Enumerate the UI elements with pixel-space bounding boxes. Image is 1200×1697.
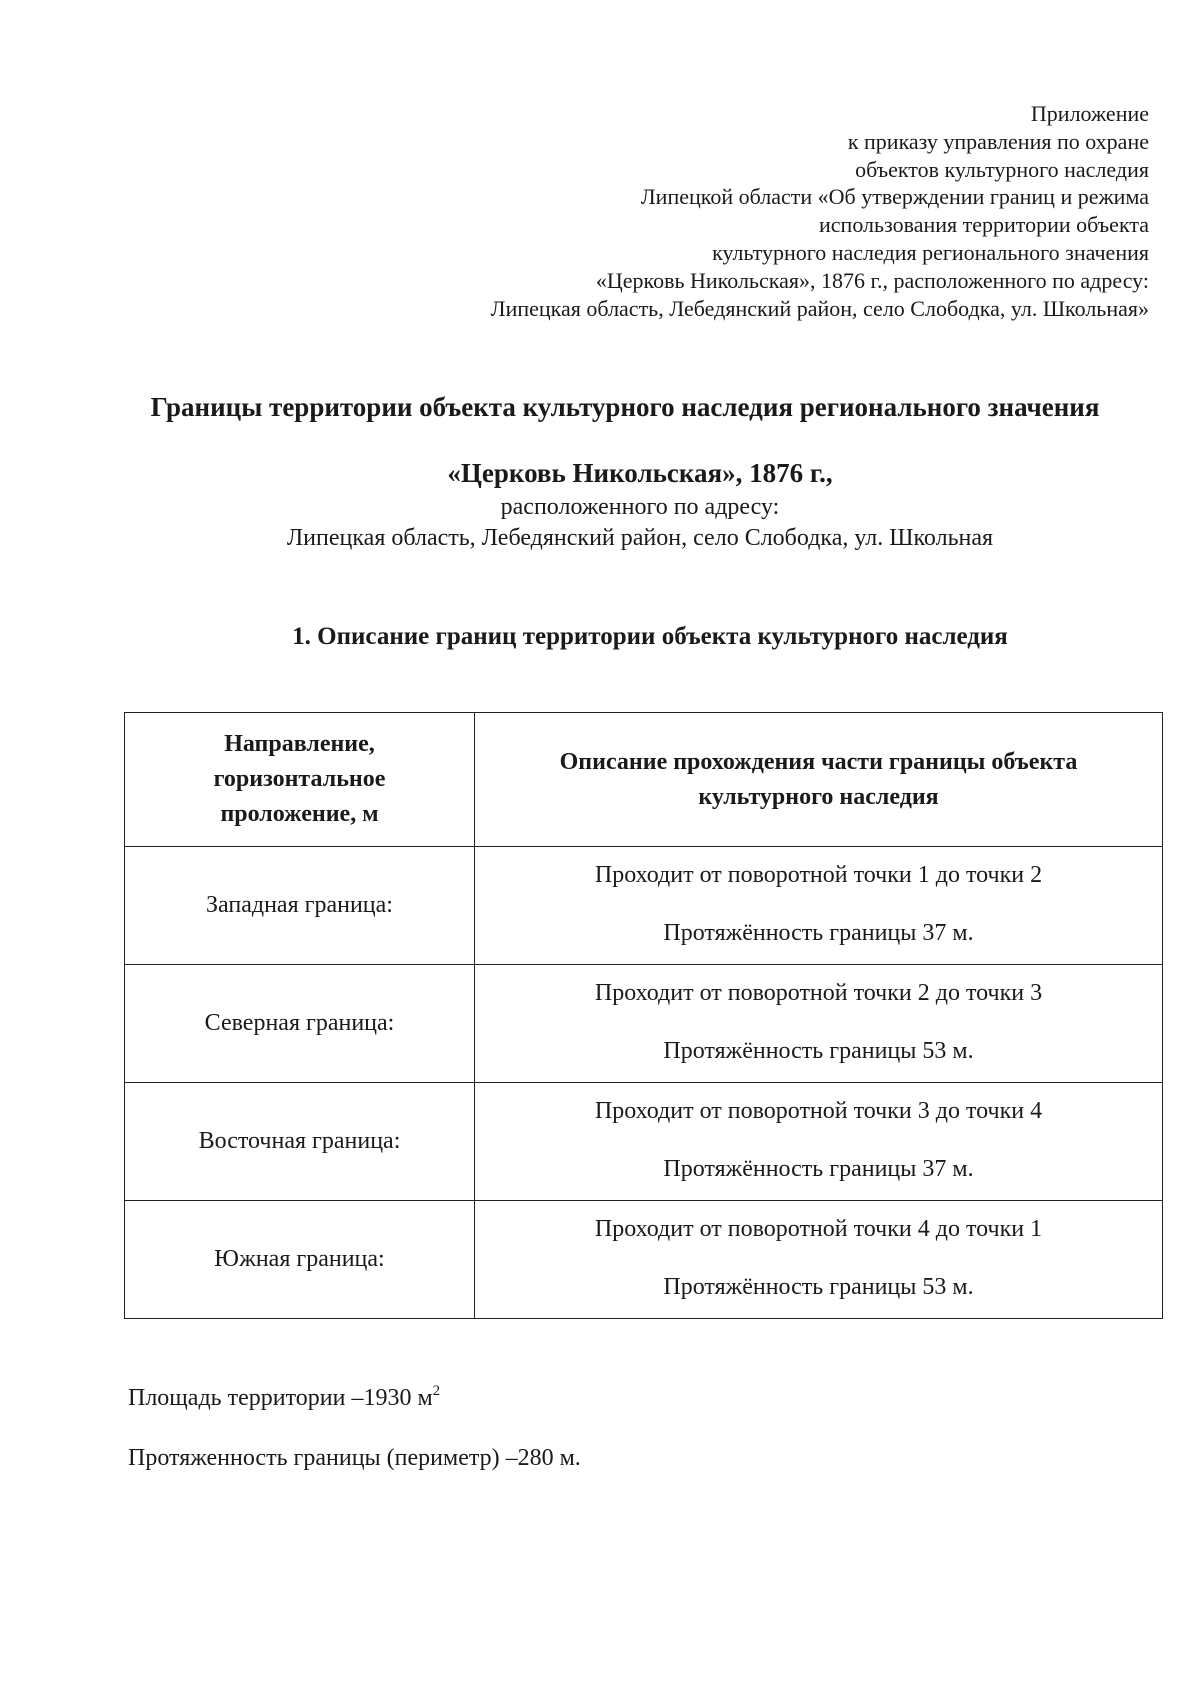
header-direction-line: Направление, [224,731,375,757]
direction-cell: Восточная граница: [125,1083,475,1201]
direction-cell: Южная граница: [125,1201,475,1319]
appendix-line: использования территории объекта [819,212,1149,238]
passes-text: Проходит от поворотной точки 4 до точки 1 [594,1215,1043,1242]
header-direction-line: горизонтальное [213,766,386,792]
appendix-line: Липецкой области «Об утверждении границ и режима [640,184,1149,210]
header-direction-line: проложение, м [220,801,379,827]
passes-text: Проходит от поворотной точки 1 до точки 2 [594,861,1043,888]
description-cell [475,965,1163,1083]
object-name: «Церковь Никольская», 1876 г., [447,458,833,488]
table-row [125,1201,1163,1319]
appendix-line: объектов культурного наследия [855,156,1149,182]
document-title: Границы территории объекта культурного наследия регионального значения [150,392,1100,422]
appendix-line: «Церковь Никольская», 1876 г., расположенного по адресу: [595,267,1149,293]
table-row [125,965,1163,1083]
passes-text: Проходит от поворотной точки 2 до точки 3 [594,979,1043,1006]
area-unit-superscript: 2 [432,1383,441,1399]
direction-cell: Западная граница: [125,847,475,965]
section-heading: 1. Описание границ территории объекта культурного наследия [292,623,1008,650]
boundary-table [124,712,1163,1319]
length-text: Протяжённость границы 37 м. [663,1155,974,1182]
header-description-line: культурного наследия [698,783,939,810]
area-line [128,1385,440,1412]
description-cell [475,1083,1163,1201]
appendix-line: культурного наследия регионального значения [712,239,1149,265]
appendix-note [349,100,1149,322]
passes-text: Проходит от поворотной точки 3 до точки 4 [594,1097,1043,1124]
appendix-line: к приказу управления по охране [847,128,1149,154]
length-text: Протяжённость границы 53 м. [663,1037,974,1064]
address-text: Липецкая область, Лебедянский район, село Слободка, ул. Школьная [286,525,994,551]
description-cell [475,847,1163,965]
table-row [125,847,1163,965]
header-direction [125,713,475,847]
table-header-row [125,713,1163,847]
header-description-line: Описание прохождения части границы объекта [559,748,1078,775]
perimeter-line: Протяженность границы (периметр) –280 м. [128,1445,581,1471]
area-text: Площадь территории –1930 м [128,1385,433,1411]
direction-cell: Северная граница: [125,965,475,1083]
header-description [475,713,1163,847]
length-text: Протяжённость границы 37 м. [663,919,974,946]
table-row [125,1083,1163,1201]
appendix-line: Липецкая область, Лебедянский район, село Слободка, ул. Школьная» [490,295,1149,321]
appendix-line: Приложение [1030,101,1149,126]
length-text: Протяжённость границы 53 м. [663,1273,974,1300]
description-cell [475,1201,1163,1319]
address-label: расположенного по адресу: [500,494,780,520]
